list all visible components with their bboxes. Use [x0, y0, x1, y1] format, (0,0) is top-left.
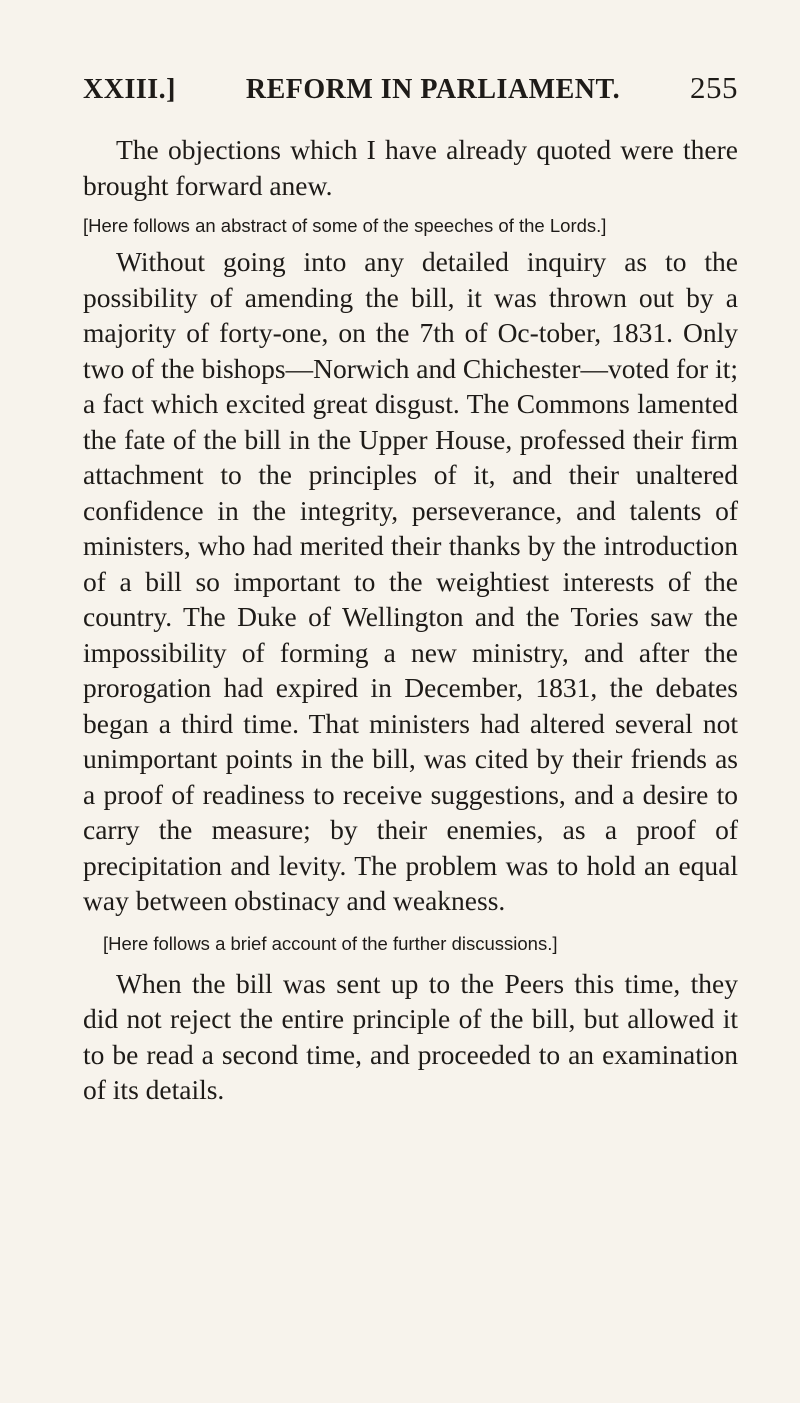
page-number: 255: [689, 70, 738, 105]
editorial-note-discussions: [Here follows a brief account of the further discussions.]: [103, 932, 558, 954]
editorial-note-lords: [Here follows an abstract of some of the speeches of the Lords.]: [83, 215, 607, 236]
paragraph-objections: The objections which I have already quoted were there brought forward anew.: [83, 134, 738, 201]
paragraph-bill-thrown-out: Without going into any detailed inquiry as to the possibility of amending the bill, it was thrown out by a majority of forty-one, on the 7th of Oc-tober, 1831. Only two of the bishops—Norwich and Chichester—voted for it; a fact which excited great disgust. The Commons lamented the fate of the bill in the Upper House, professed their firm attachment to the principles of it, and their unaltered confidence in the integrity, perseverance, and talents of ministers, who had merited their thanks by the introduction of a bill so important to the weightiest interests of the country. The Duke of Wellington and the Tories saw the impossibility of forming a new ministry, and after the prorogation had expired in December, 1831, the debates began a third time. That ministers had altered several not unimportant points in the bill, was cited by their friends as a proof of readiness to receive suggestions, and a desire to carry the measure; by their enemies, as a proof of precipitation and levity. The problem was to hold an equal way between obstinacy and weakness.: [83, 246, 738, 916]
book-page: [83, 70, 738, 1108]
running-header: [83, 70, 738, 118]
running-title: REFORM IN PARLIAMENT.: [245, 74, 621, 105]
paragraph-peers: When the bill was sent up to the Peers this time, they did not reject the entire principle of the bill, but allowed it to be read a second time, and proceeded to an examination of its details.: [83, 967, 738, 1105]
chapter-marker: XXIII.]: [83, 74, 176, 105]
